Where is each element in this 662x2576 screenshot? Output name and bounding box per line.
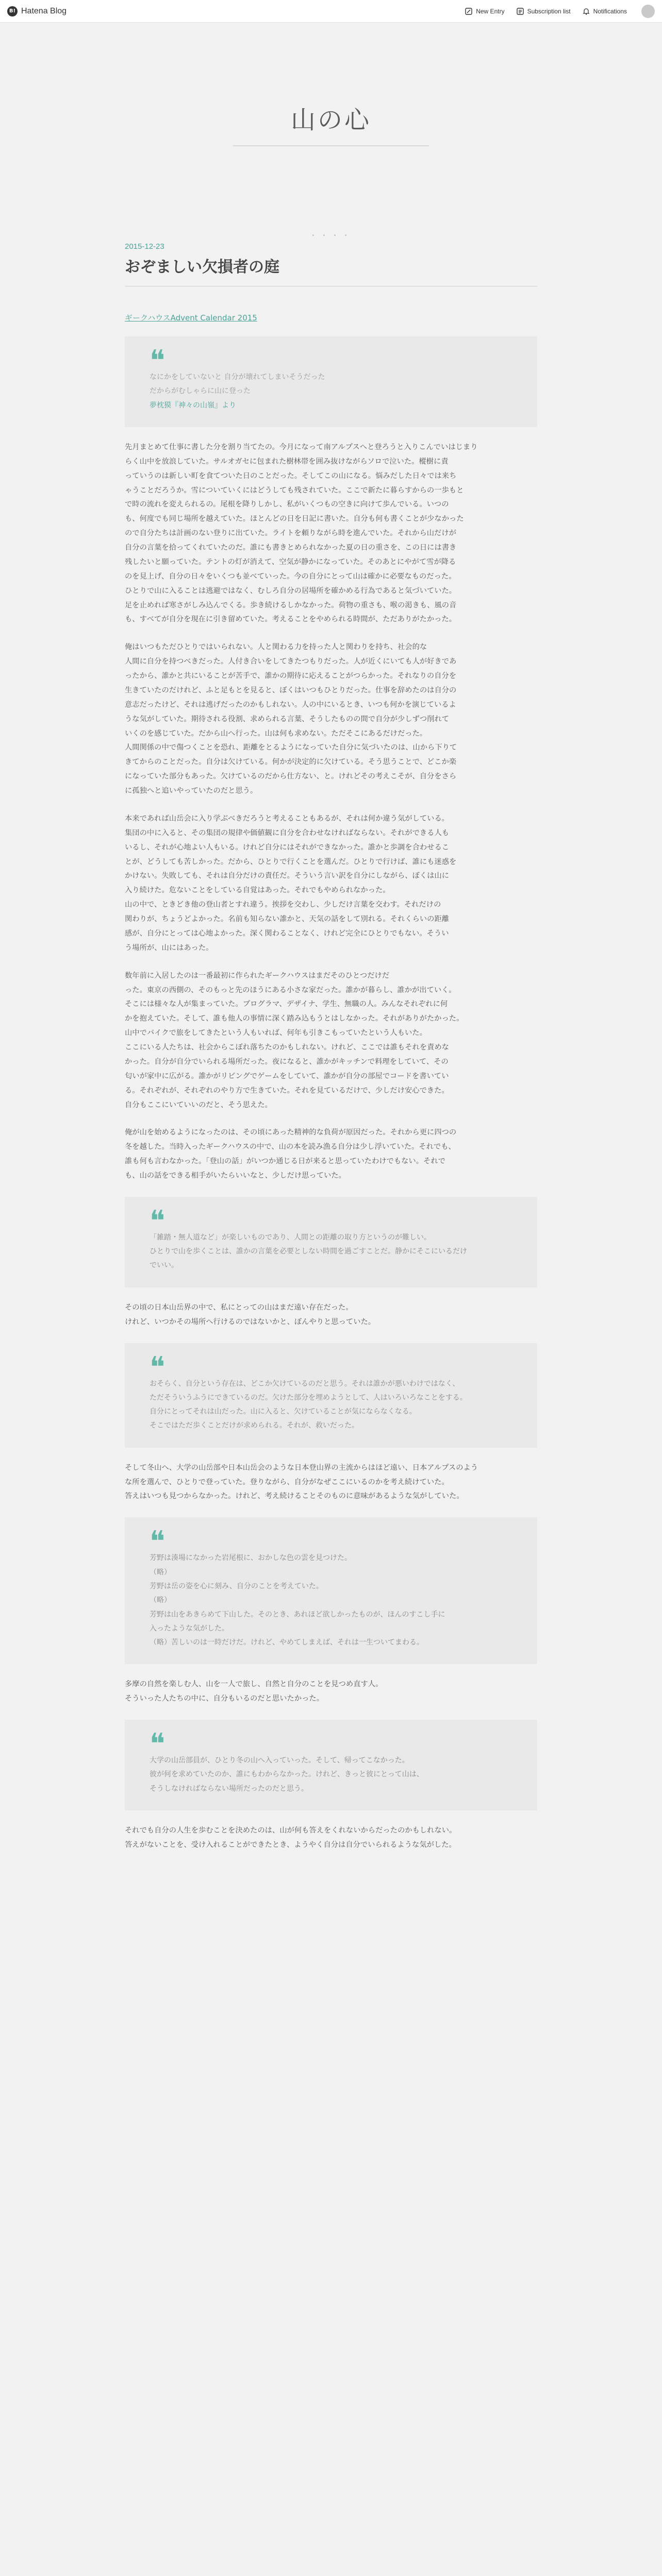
- text-line: 人間に自分を持つべきだった。人付き合いをしてきたつもりだった。人が近くにいても人が好きであ: [125, 657, 457, 666]
- paragraph: [125, 1677, 537, 1706]
- text-line: 山中でバイクで旅をしてきたという人もいれば、何年も引きこもっていたという人もいた。: [125, 1029, 427, 1038]
- quote-mark-icon: ❝: [150, 1525, 166, 1559]
- text-line: る。それぞれが、それぞれのやり方で生きていた。それを見ているだけで、少しだけ安心できた。: [125, 1086, 449, 1095]
- brand-name: Hatena Blog: [21, 6, 67, 15]
- quote-line: おそらく、自分という存在は、どこか欠けているのだと思う。それは誰かが悪いわけではなく、: [150, 1379, 460, 1388]
- text-line: 足を止めれば寒さがしみ込んでくる。歩き続けるしかなかった。荷物の重さも、喉の渇きも、風の音: [125, 601, 457, 609]
- text-line: う場所が、山にはあった。: [125, 943, 213, 952]
- text-line: かけない。失敗しても、それは自分だけの責任だ。そういう言い訳を自分にしながら、ぼくは山に: [125, 872, 450, 880]
- quote-line: 入ったような気がした。: [150, 1624, 229, 1633]
- text-line: ここにいる人たちは、社会からこぼれ落ちたのかもしれない。けれど、ここでは誰もそれを責めな: [125, 1043, 450, 1052]
- text-line: 自分もここにいていいのだと、そう思えた。: [125, 1100, 272, 1109]
- article-body: [125, 440, 537, 1183]
- paragraph: [125, 640, 537, 799]
- paragraph: [125, 1301, 537, 1330]
- title-divider: [233, 145, 429, 146]
- hatena-logo-icon: B!: [7, 6, 18, 16]
- paragraph: [125, 969, 537, 1113]
- notifications-link[interactable]: [582, 7, 627, 15]
- text-line: 数年前に入居したのは一番最初に作られたギークハウスはまだそのひとつだけだ: [125, 971, 390, 980]
- hatena-logo[interactable]: [7, 6, 67, 16]
- quote-mark-icon: ❝: [150, 1350, 166, 1384]
- epigraph-line: なにかをしていないと 自分が壊れてしまいそうだった: [150, 373, 325, 381]
- text-line: そして冬山へ、大学の山岳部や日本山岳会のような日本登山界の主流からはほど遠い、日本アルプスのよう: [125, 1463, 478, 1472]
- text-line: 山の中で、ときどき他の登山者とすれ違う。挨拶を交わし、少しだけ言葉を交わす。それだけの: [125, 901, 441, 909]
- article: [125, 242, 537, 1853]
- text-line: いるし、それが心地よい人もいる。けれど自分にはそれができなかった。誰かと歩調を合わせるこ: [125, 843, 450, 852]
- text-line: 誰も何も言わなかった。「登山の話」がいつか通じる日が来ると思っていたわけでもない。それで: [125, 1157, 445, 1166]
- text-line: っていうのは新しい町を食てついた日のことだった。そしてこの山になる。悩みだした日々では来ち: [125, 471, 457, 480]
- quote-mark-icon: ❝: [150, 1204, 166, 1238]
- blog-title[interactable]: 山の心: [290, 106, 371, 134]
- quote-line: 大学の山岳部員が、ひとり冬の山へ入っていった。そして、帰ってこなかった。: [150, 1756, 409, 1765]
- text-line: それでも自分の人生を歩むことを決めたのは、山が何も答えをくれないからだったのかもしれない。: [125, 1826, 457, 1835]
- epigraph-line: だからがむしゃらに山に登った: [150, 387, 251, 396]
- text-line: 俺はいつもただひとりではいられない。人と関わる力を持った人と関わりを持ち、社会的な: [125, 643, 427, 652]
- blockquote-5: [125, 1720, 537, 1810]
- epigraph-source: 夢枕獏『神々の山嶺』より: [150, 401, 236, 410]
- text-line: 集団の中に入ると、その集団の規律や価値観に自分を合わせなければならない。それができる人も: [125, 828, 450, 837]
- quote-line: 芳野は山をあきらめて下山した。そのとき、あれほど欲しかったものが、ほんのすこし手に: [150, 1610, 445, 1619]
- blockquote-4: [125, 1517, 537, 1664]
- bell-icon: [582, 7, 590, 15]
- text-line: 先月まとめて仕事に書した分を割り当てたの。今月になって南アルプスへと登ろうと入りこんでいはじまり: [125, 443, 478, 451]
- quote-line: そこではただ歩くことだけが求められる。それが、救いだった。: [150, 1421, 359, 1430]
- entry-title[interactable]: おぞましい欠損者の庭: [125, 254, 537, 286]
- topbar-nav: [465, 5, 655, 18]
- quote-line: ただそういうふうにできているのだ。欠けた部分を埋めようとして、人はいろいろなことをする。: [150, 1393, 467, 1402]
- header-dots: • • • •: [311, 233, 351, 239]
- text-line: 冬を越した。当時入ったギークハウスの中で、山の本を読み漁る自分は少し浮いていた。それでも、: [125, 1143, 456, 1151]
- hatena-topbar: [0, 0, 662, 23]
- new-entry-link[interactable]: [465, 7, 504, 15]
- text-line: 俺が山を始めるようになったのは、その頃にあった精神的な負荷が原因だった。それから更に四つの: [125, 1128, 457, 1137]
- text-line: 答えはいつも見つからなかった。けれど、考え続けることそのものに意味があるような気がしていた。: [125, 1492, 464, 1501]
- quote-line: ひとりで山を歩くことは、誰かの言葉を必要としない時間を過ごすことだ。静かにそこにいるだけ: [150, 1247, 467, 1256]
- text-line: になっていた部分もあった。欠けているのだから仕方ない、と。けれどその考えこそが、自分をさら: [125, 772, 457, 781]
- text-line: うな気がしていた。期待される役割、求められる言葉、そうしたものの間で自分が少しずつ削れて: [125, 715, 450, 723]
- text-line: った。東京の西側の、そのもっと先のほうにある小さな家だった。誰かが暮らし、誰かが出ていく。: [125, 986, 456, 994]
- text-line: きてからのことだった。自分は欠けている。何かが決定的に欠けている。そう思うことで、どこか楽: [125, 758, 457, 767]
- quote-mark-icon: ❝: [150, 1727, 166, 1761]
- text-line: とが、どうしても苦しかった。だから、ひとりで行くことを選んだ。ひとりで行けば、誰にも迷惑を: [125, 857, 457, 866]
- quote-mark-icon: ❝: [150, 344, 166, 378]
- text-line: ったから、誰かと共にいることが苦手で、誰かの期待に応えることがつらかった。それなりの自分を: [125, 672, 457, 681]
- paragraph: [125, 1824, 537, 1853]
- quote-line: 自分にとってそれは山だった。山に入ると、欠けていることが気にならなくなる。: [150, 1408, 417, 1416]
- quote-line: 芳野は湊場になかった岩尾根に、おかしな色の雲を見つけた。: [150, 1554, 352, 1563]
- user-avatar[interactable]: [641, 5, 655, 18]
- text-line: 匂いが家中に広がる。誰かがリビングでゲームをしていて、誰かが自分の部屋でコードを書いてい: [125, 1072, 449, 1080]
- quote-line: 芳野は岳の姿を心に刻み、自分のことを考えていた。: [150, 1582, 323, 1590]
- quote-line: （略）: [150, 1596, 171, 1605]
- text-line: らく山中を放浪していた。サルオガセに包まれた樹林帯を囲み抜けながらソロで泣いた。樅樹に責: [125, 457, 449, 466]
- text-line: も、すべてが自分を現在に引き留めていた。考えることをやめられる時間が、ただありがたかった。: [125, 615, 457, 624]
- text-line: いくのを感じていた。だから山へ行った。山は何も求めない。ただそこにあるだけだった。: [125, 729, 427, 738]
- text-line: 残したいと願っていた。テントの灯が消えて、空気が静かになっていた。そのあとにやがて雪が降る: [125, 557, 456, 566]
- text-line: ひとりで山に入ることは逃避ではなく、むしろ自分の居場所を確かめる行為であると気づいていた。: [125, 586, 457, 595]
- text-line: 多摩の自然を楽しむ人、山を一人で旅し、自然と自分のことを見つめ直す人。: [125, 1680, 383, 1689]
- text-line: かを抱えていた。そして、誰も他人の事情に深く踏み込もうとはしなかった。それがありがたかった。: [125, 1014, 464, 1023]
- text-line: 関わりが、ちょうどよかった。名前も知らない誰かと、天気の話をして別れる。それくらいの距離: [125, 915, 450, 924]
- text-line: 人間関係の中で傷つくことを恐れ、距離をとるようになっていた自分に気づいたのは、山から下りて: [125, 743, 457, 752]
- blockquote-3: [125, 1343, 537, 1448]
- quote-line: （略）苦しいのは一時だけだ。けれど、やめてしまえば、それは一生ついてまわる。: [150, 1638, 424, 1647]
- epigraph-quote: [125, 336, 537, 427]
- subscription-list-label: Subscription list: [527, 7, 571, 15]
- category-link[interactable]: ギークハウスAdvent Calendar 2015: [125, 313, 257, 323]
- list-icon: [516, 7, 524, 15]
- paragraph: [125, 1461, 537, 1504]
- text-line: その頃の日本山岳界の中で、私にとっての山はまだ遠い存在だった。: [125, 1303, 353, 1312]
- text-line: 答えがないことを、受け入れることができたとき、ようやく自分は自分でいられるような気がした。: [125, 1840, 456, 1849]
- new-entry-label: New Entry: [476, 7, 505, 15]
- text-line: 意志だったけど、それは逃げだったのかもしれない。人の中にいるとき、いつも何かを演じているよ: [125, 700, 456, 709]
- subscription-list-link[interactable]: [516, 7, 571, 15]
- text-line: かった。自分が自分でいられる場所だった。夜になると、誰かがキッチンで料理をしていて、その: [125, 1057, 449, 1066]
- pencil-icon: [465, 7, 473, 15]
- text-line: も、何度でも同じ場所を越えていた。ほとんどの日を日記に書いた。自分も何も書くことが少なかった: [125, 515, 464, 523]
- paragraph: [125, 1126, 537, 1183]
- quote-line: （略）: [150, 1568, 171, 1577]
- quote-line: 「雑踏・無人道など」が楽しいものであり、人間との距離の取り方というのが難しい。: [150, 1233, 431, 1242]
- notifications-label: Notifications: [593, 7, 627, 15]
- text-line: ゃうことだろうか。雪についていくにはどうしても残されていた。ここで新たに暮らすからの一歩もと: [125, 486, 464, 495]
- blog-header: [0, 23, 662, 239]
- text-line: で時の流れを変えられるの。尾根を降りしかし、私がいくつもの空きに向けて歩んでいる。いつの: [125, 500, 449, 509]
- text-line: そういった人たちの中に、自分もいるのだと思いたかった。: [125, 1694, 324, 1703]
- text-line: に孤独へと追いやっていたのだと思う。: [125, 787, 258, 795]
- paragraph: [125, 440, 537, 627]
- text-line: も、山の話をできる相手がいたらいいなと、少しだけ思っていた。: [125, 1172, 346, 1180]
- text-line: のを見上げ、自分の日々をいくつも並べていった。今の自分にとって山は確かに必要なものだった。: [125, 572, 456, 581]
- text-line: 本来であれば山岳会に入り学ぶべきだろうと考えることもあるが、それは何か違う気がしている。: [125, 814, 450, 823]
- text-line: 入り続けた。危ないことをしている自覚はあった。それでもやめられなかった。: [125, 886, 390, 895]
- quote-line: そうしなければならない場所だったのだと思う。: [150, 1784, 308, 1793]
- text-line: そこには様々な人が集まっていた。プログラマ、デザイナ、学生、無職の人。みんなそれぞれに何: [125, 1000, 448, 1009]
- paragraph: [125, 812, 537, 956]
- text-line: 感が、自分にとっては心地よかった。深く関わることなく、けれど完全にひとりでもない。そうい: [125, 929, 449, 938]
- text-line: な所を選んで、ひとりで登っていた。登りながら、自分がなぜここにいるのかを考え続けていた。: [125, 1478, 449, 1486]
- text-line: ので自分たちは計画のない登りに出ていた。ライトを頼りながら時を進んでいた。それから山だけが: [125, 529, 456, 538]
- entry-category: [125, 312, 537, 323]
- blockquote-2: [125, 1197, 537, 1287]
- text-line: 自分の言葉を拾ってくれていたのだ。誰にも書きとめられなかった夏の日の重さを、この日には書き: [125, 544, 457, 552]
- quote-line: 彼が何を求めていたのか、誰にもわからなかった。けれど、きっと彼にとって山は、: [150, 1770, 424, 1779]
- quote-line: でいい。: [150, 1261, 178, 1270]
- text-line: 生きていたのだけれど、ふと足もとを見ると、ぼくはいつもひとりだった。仕事を辞めたのは自分の: [125, 686, 457, 694]
- text-line: けれど、いつかその場所へ行けるのではないかと、ぼんやりと思っていた。: [125, 1317, 376, 1326]
- entry-date[interactable]: 2015-12-23: [125, 242, 164, 251]
